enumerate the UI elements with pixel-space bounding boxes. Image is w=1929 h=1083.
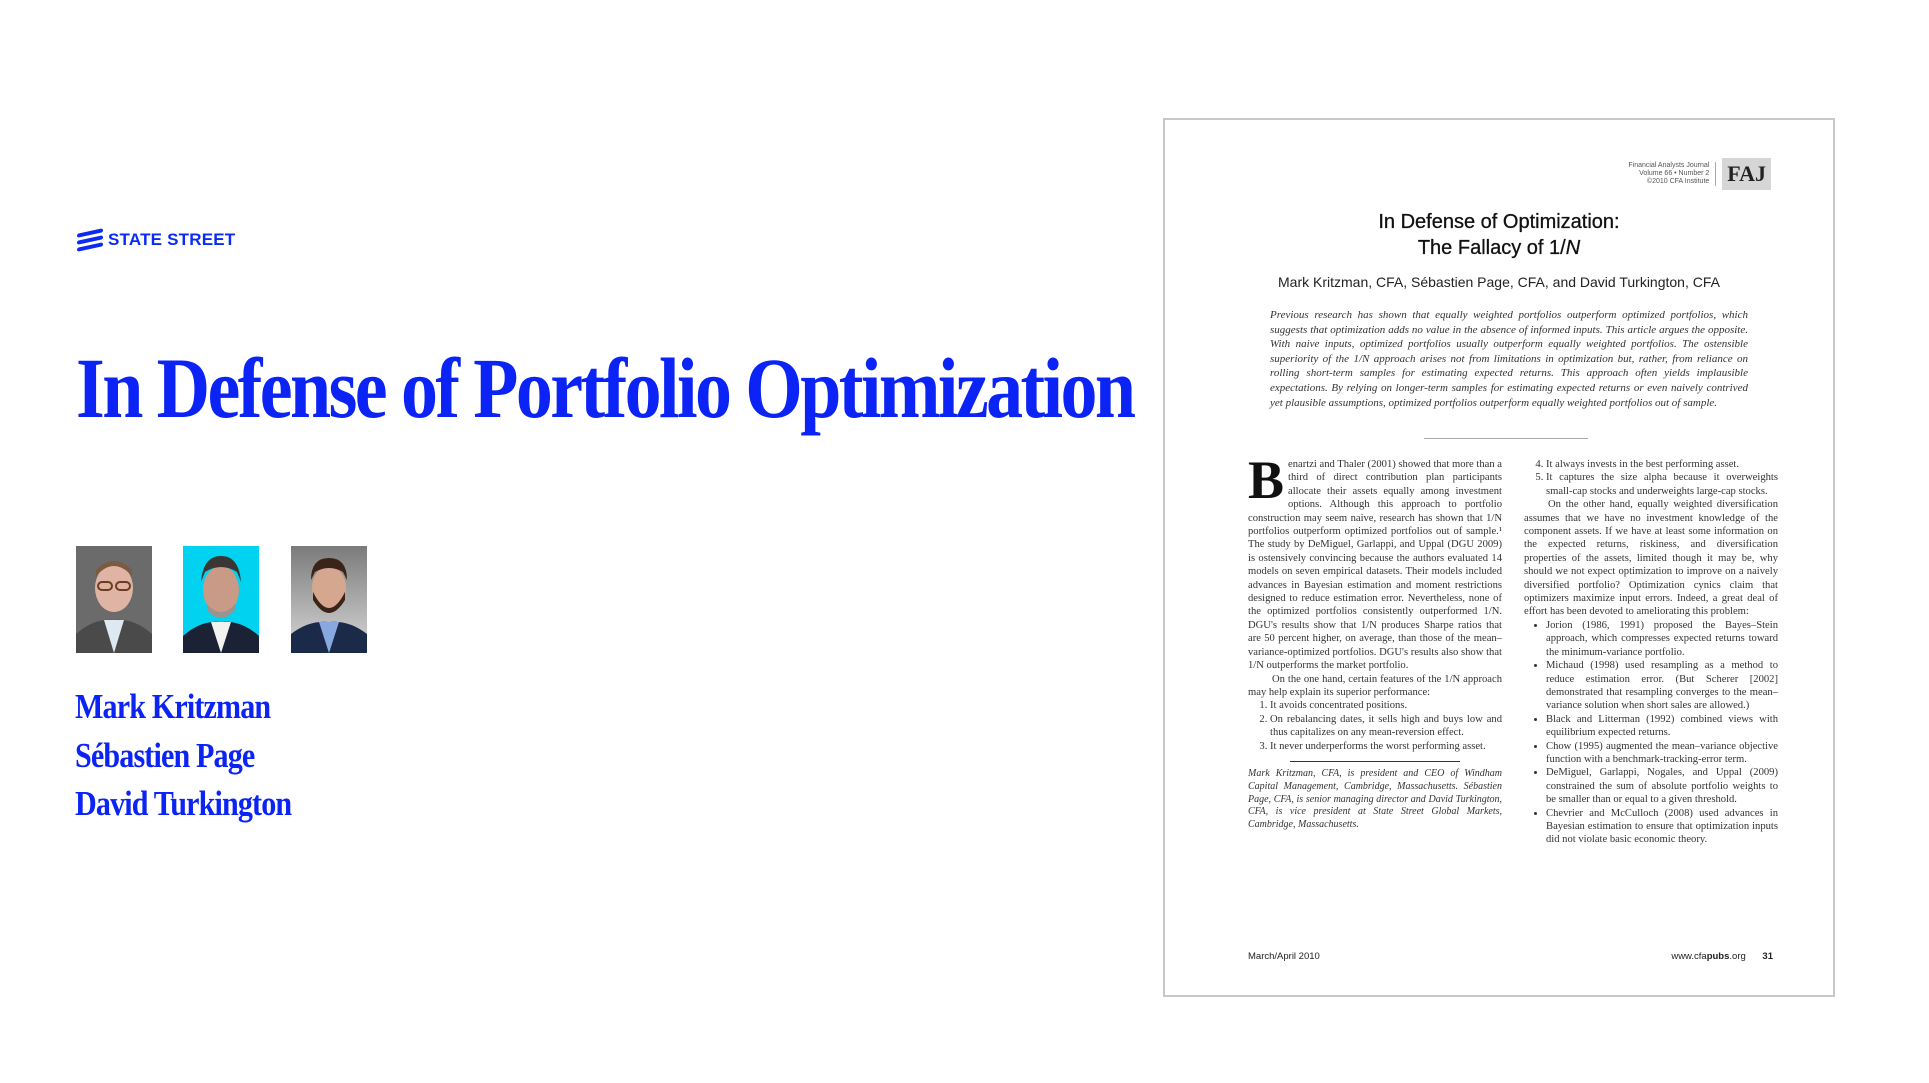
page-title: In Defense of Portfolio Optimization — [76, 340, 1134, 436]
journal-name: Financial Analysts Journal — [1628, 162, 1710, 169]
numbered-list — [1524, 458, 1778, 498]
list-item: • Michaud (1998) used resampling as a method to reduce estimation error. (But Scherer [2002] demonstrated that resampling converges to the mean–variance solution when short sales are allowed.) — [1546, 659, 1778, 713]
author-photo-page — [183, 546, 259, 653]
brand-name: STATE STREET — [108, 230, 236, 249]
bullet-list — [1524, 619, 1778, 847]
page-footer: www.cfapubs.org 31 — [1671, 951, 1773, 962]
list-item: 3. It never underperforms the worst performing asset. — [1270, 740, 1502, 753]
author-names — [75, 683, 327, 829]
portrait-icon — [291, 546, 367, 653]
list-item: 5. It captures the size alpha because it overweights small-cap stocks and underweights large-cap stocks. — [1546, 471, 1778, 498]
author-name: Mark Kritzman — [75, 687, 271, 726]
author-name: Sébastien Page — [75, 735, 255, 775]
page-number: 31 — [1762, 951, 1773, 962]
list-item: • Black and Litterman (1992) combined views with equilibrium expected returns. — [1546, 713, 1778, 740]
list-item: • DeMiguel, Garlappi, Nogales, and Uppal (2009) constrained the sum of absolute portfolio weights to be smaller than or equal to a given threshold. — [1546, 766, 1778, 806]
list-item: • Chow (1995) augmented the mean–variance objective function with a benchmark-tracking-error term. — [1546, 740, 1778, 767]
article-column-right: 4. It always invests in the best performing asset. 5. It captures the size alpha because it overweights small-cap stocks and underweights large-cap stocks. On the other hand, equally weighted diversification assumes that we have no investment knowledge of the component assets. If we have at least some information on the expected returns, riskiness, and diversification properties of the assets, limited though it may be, why should we not expect optimization to improve on a naively diversified portfolio? Optimization cynics claim that optimizers maximize input errors. Indeed, a great deal of effort has been devoted to ameliorating this problem: • Jorion (1986, 1991) proposed the Bayes–Stein approach, which compresses expected returns toward the minimum-variance portfolio. • Michaud (1998) used resampling as a method to reduce estimation error. (But Scherer [2002] demonstrated that resampling converges to the mean–variance solution when short sales are allowed.) • Black and Litterman (1992) combined views with equilibrium expected returns. • Chow (1995) augmented the mean–variance objective function with a benchmark-tracking-error term. • DeMiguel, Garlappi, Nogales, and Uppal (2009) constrained the sum of absolute portfolio weights to be smaller than or equal to a given threshold. • Chevrier and McCulloch (2008) used advances in Bayesian estimation to ensure that optimization inputs did not violate basic economic theory. — [1524, 458, 1778, 847]
portrait-icon — [76, 546, 152, 653]
article-column-left: B enartzi and Thaler (2001) showed that more than a third of direct contribution plan participants allocate their assets equally among investment options. Although this approach to portfolio construction may seem naive, research has shown that 1/N portfolios outperform optimized portfolios out of sample.¹ The study by DeMiguel, Garlappi, and Uppal (DGU 2009) is ostensively convincing because the authors evaluated 14 models on seven empirical datasets. Their models included advances in Bayesian estimation and moment restrictions designed to reduce estimation error. Nevertheless, none of the optimized portfolios consistently outperformed 1/N. DGU's results show that 1/N produces Sharpe ratios that are 50 percent higher, on average, than those of the mean–variance-optimized portfolios. DGU's results also show that 1/N outperforms the market portfolio. On the one hand, certain features of the 1/N approach may help explain its superior performance: 1. It avoids concentrated positions. 2. On rebalancing dates, it sells high and buys low and thus capitalizes on any mean-reversion effect. 3. It never underperforms the worst performing asset. Mark Kritzman, CFA, is president and CEO of Windham Capital Management, Cambridge, Massachusetts. Sébastien Page, CFA, is senior managing director and David Turkington, CFA, is vice president at State Street Global Markets, Cambridge, Massachusetts. — [1248, 458, 1502, 832]
divider — [1424, 438, 1588, 439]
author-photo-turkington — [291, 546, 367, 653]
author-footnote: Mark Kritzman, CFA, is president and CEO of Windham Capital Management, Cambridge, Massachusetts. Sébastien Page, CFA, is senior managing director and David Turkington, CFA, is vice president at State Street Global Markets, Cambridge, Massachusetts. — [1248, 767, 1502, 831]
journal-copyright: ©2010 CFA Institute — [1646, 178, 1710, 185]
drop-cap: B — [1248, 450, 1285, 510]
article-byline: Mark Kritzman, CFA, Sébastien Page, CFA, and David Turkington, CFA — [1278, 274, 1720, 290]
list-item: 1. It avoids concentrated positions. — [1270, 699, 1502, 712]
article-title: In Defense of Optimization: The Fallacy of 1/N — [1378, 211, 1620, 259]
list-item: 4. It always invests in the best performing asset. — [1546, 458, 1778, 471]
journal-volume: Volume 66 • Number 2 — [1639, 170, 1710, 177]
issue-date: March/April 2010 — [1248, 951, 1320, 962]
portrait-icon — [183, 546, 259, 653]
list-item: • Jorion (1986, 1991) proposed the Bayes–Stein approach, which compresses expected returns toward the minimum-variance portfolio. — [1546, 619, 1778, 659]
journal-masthead — [1628, 158, 1771, 190]
faj-logo: FAJ — [1722, 158, 1771, 190]
brand-logo — [77, 229, 235, 251]
list-item: • Chevrier and McCulloch (2008) used advances in Bayesian estimation to ensure that optimization inputs did not violate basic economic theory. — [1546, 807, 1778, 847]
list-item: 2. On rebalancing dates, it sells high and buys low and thus capitalizes on any mean-reversion effect. — [1270, 713, 1502, 740]
article-page-preview — [1163, 118, 1835, 997]
article-abstract: Previous research has shown that equally weighted portfolios outperform optimized portfolios, which suggests that optimization adds no value in the absence of informed inputs. This article argues the opposite. With naive inputs, optimized portfolios usually outperform equally weighted portfolios. The ostensible superiority of the 1/N approach arises not from limitations in optimization but, rather, from reliance on rolling short-term samples for estimating expected returns. This approach often yields implausible expectations. By relying on longer-term samples for estimating expected returns or even naively contrived yet plausible assumptions, optimized portfolios outperform equally weighted portfolios out of sample. — [1270, 309, 1748, 409]
numbered-list — [1248, 699, 1502, 753]
author-photo-kritzman — [76, 546, 152, 653]
footnote-divider — [1290, 761, 1460, 762]
state-street-logo-icon — [77, 229, 103, 251]
author-name: David Turkington — [75, 784, 292, 823]
